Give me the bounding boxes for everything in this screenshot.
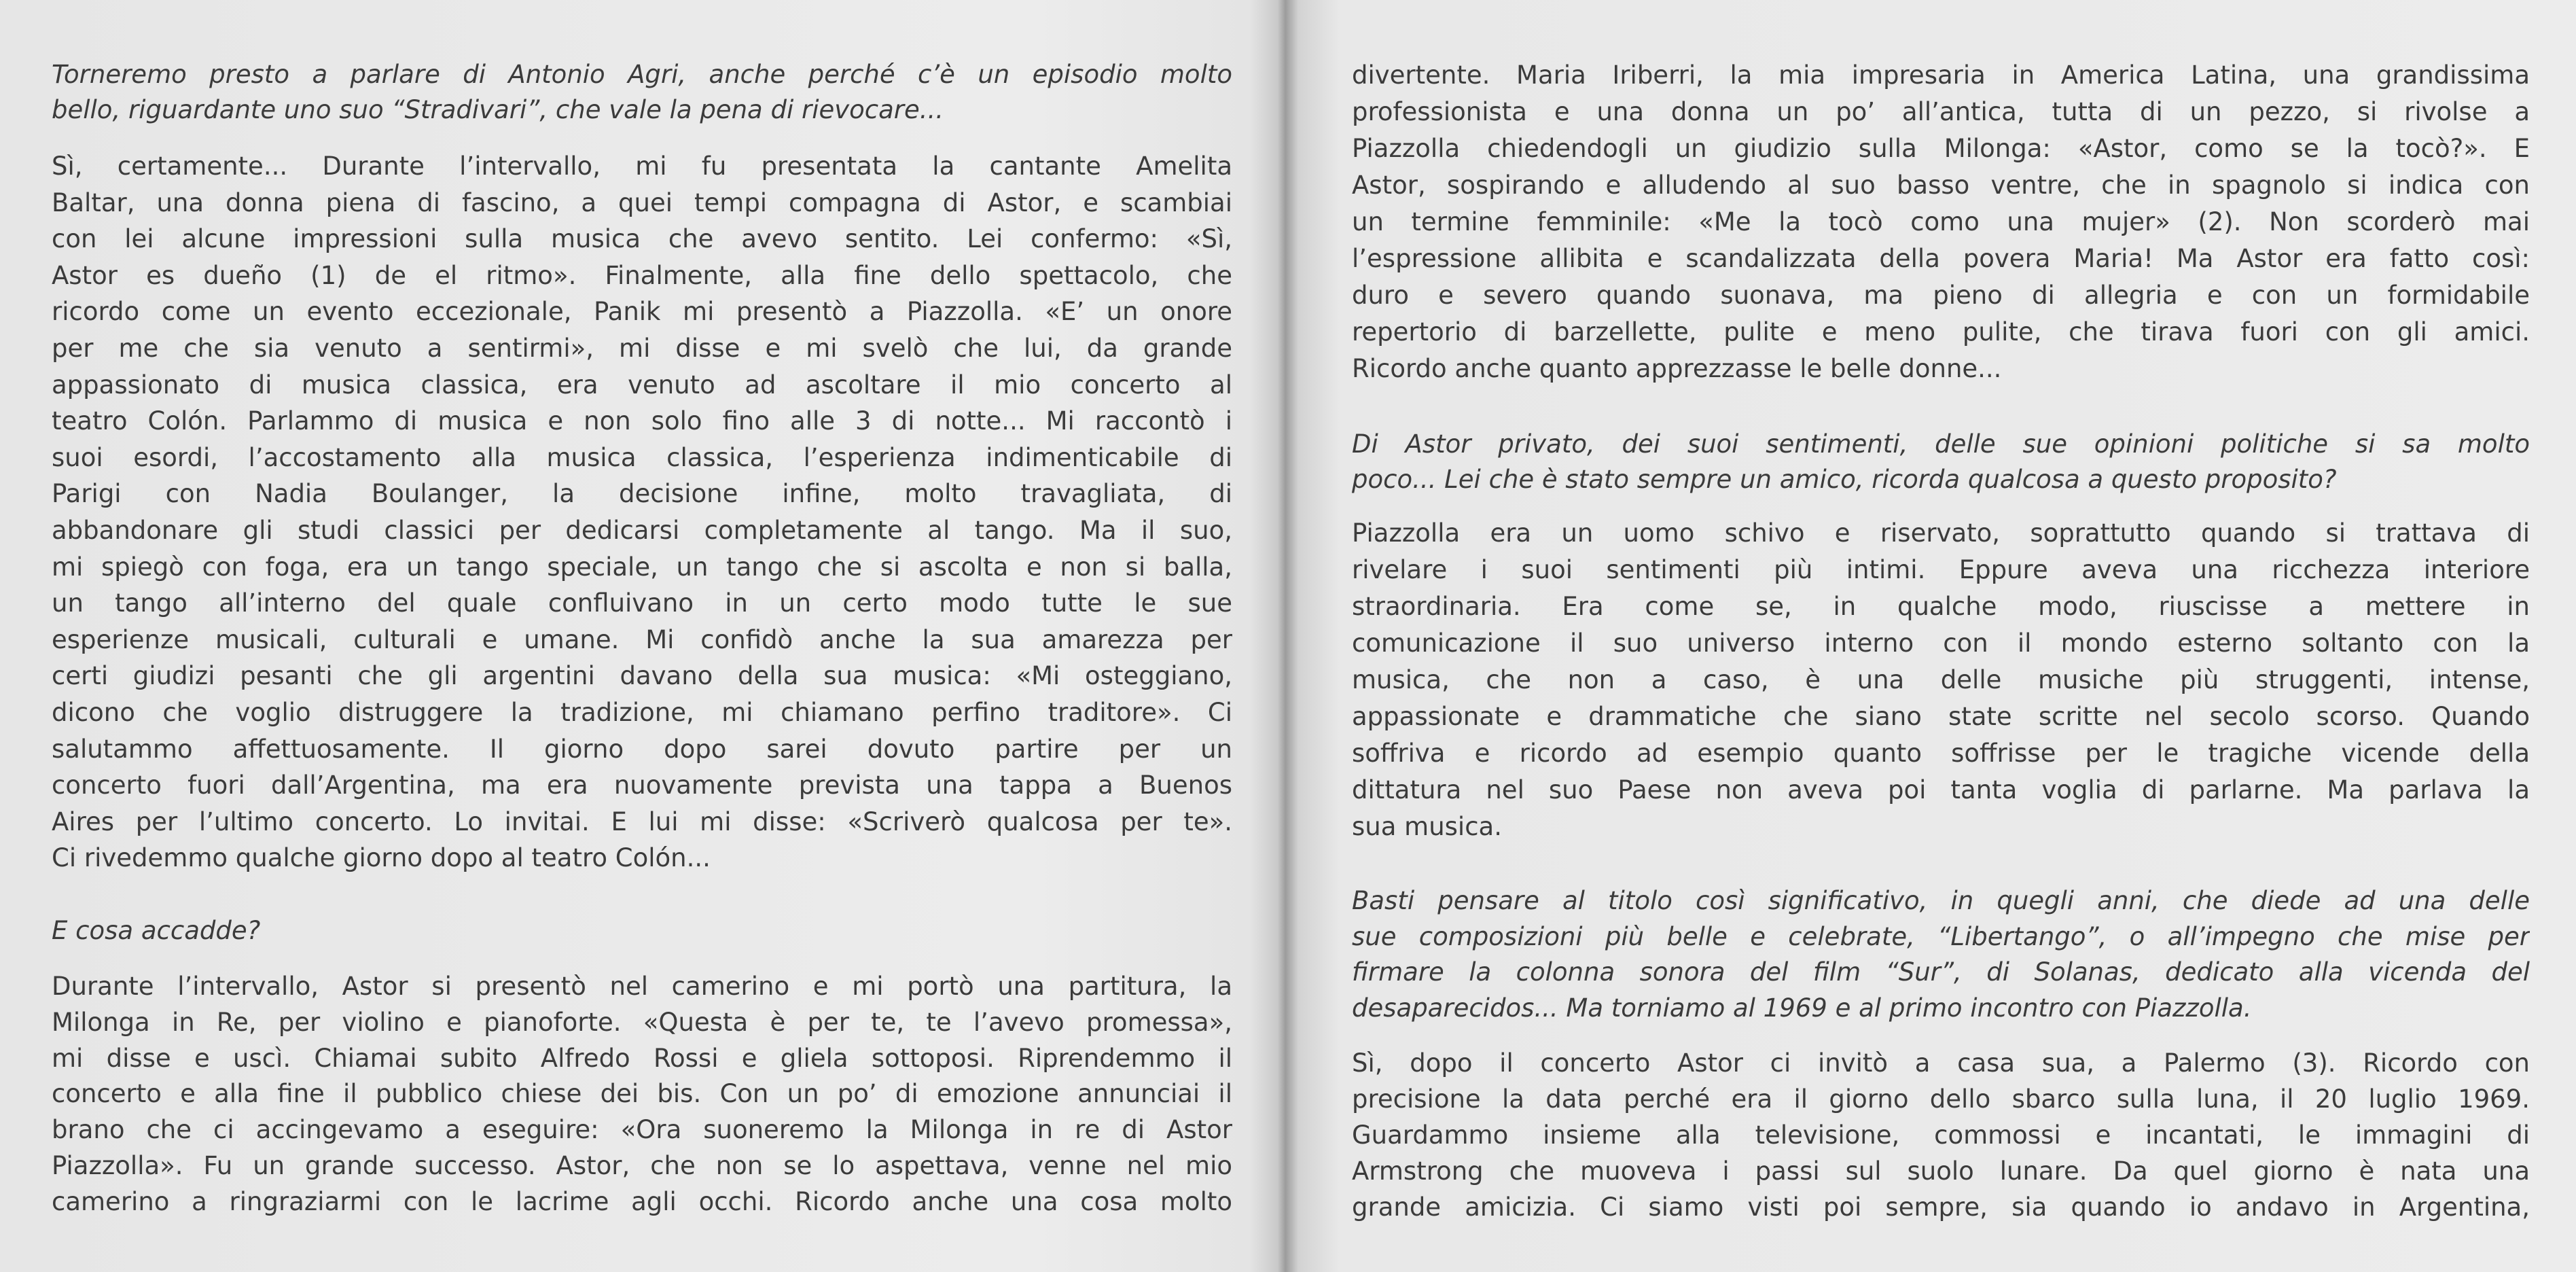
text-line: Piazzolla era un uomo schivo e riservato, soprattutto quando si trattava di <box>1352 518 2530 548</box>
text-line: repertorio di barzellette, pulite e meno pulite, che tirava fuori con gli amici. <box>1352 317 2530 347</box>
interview-question <box>1352 883 2530 1026</box>
interview-answer <box>52 148 1232 877</box>
text-line: dicono che voglio distruggere la tradizione, mi chiamano perfino traditore». Ci <box>52 697 1232 727</box>
text-line: Sì, dopo il concerto Astor ci invitò a casa sua, a Palermo (3). Ricordo con <box>1352 1048 2530 1078</box>
text-line: per me che sia venuto a sentirmi», mi disse e mi svelò che lui, da grande <box>52 333 1232 363</box>
text-line: straordinaria. Era come se, in qualche modo, riuscisse a mettere in <box>1352 592 2530 621</box>
text-line: appassionato di musica classica, era venuto ad ascoltare il mio concerto al <box>52 370 1232 400</box>
text-line: brano che ci accingevamo a eseguire: «Ora suoneremo la Milonga in re di Astor <box>52 1115 1232 1145</box>
text-line: appassionate e drammatiche che siano state scritte nel secolo scorso. Quando <box>1352 702 2530 731</box>
text-line: suoi esordi, l’accostamento alla musica classica, l’esperienza indimenticabile di <box>52 442 1232 472</box>
text-line: sua musica. <box>1352 812 1502 841</box>
text-line: Di Astor privato, dei suoi sentimenti, delle sue opinioni politiche si sa molto <box>1352 429 2530 459</box>
text-line: Baltar, una donna piena di fascino, a quei tempi compagna di Astor, e scambiai <box>52 188 1232 217</box>
text-line: Aires per l’ultimo concerto. Lo invitai. E lui mi disse: «Scriverò qualcosa per te». <box>52 807 1232 836</box>
text-line: camerino a ringraziarmi con le lacrime agli occhi. Ricordo anche una cosa molto <box>52 1186 1232 1216</box>
text-line: dittatura nel suo Paese non aveva poi tanta voglia di parlarne. Ma parlava la <box>1352 775 2530 805</box>
text-line: Milonga in Re, per violino e pianoforte. «Questa è per te, te l’avevo promessa», <box>52 1007 1232 1037</box>
interview-answer <box>52 969 1232 1220</box>
text-line: Ci rivedemmo qualche giorno dopo al teatro Colón... <box>52 843 711 873</box>
text-line: concerto e alla fine il pubblico chiese dei bis. Con un po’ di emozione annunciai il <box>52 1079 1232 1109</box>
text-line: un termine femminile: «Me la tocò como una mujer» (2). Non scorderò mai <box>1352 207 2530 236</box>
interview-answer <box>1352 1045 2530 1225</box>
text-line: salutammo affettuosamente. Il giorno dopo sarei dovuto partire per un <box>52 734 1232 764</box>
text-line: Piazzolla». Fu un grande successo. Astor, che non se lo aspettava, venne nel mio <box>52 1150 1232 1180</box>
interview-question <box>1352 427 2530 497</box>
text-line: Durante l’intervallo, Astor si presentò nel camerino e mi portò una partitura, la <box>52 972 1232 1001</box>
text-line: Astor, sospirando e alludendo al suo basso ventre, che in spagnolo si indica con <box>1352 171 2530 200</box>
text-line: concerto fuori dall’Argentina, ma era nuovamente prevista una tappa a Buenos <box>52 771 1232 800</box>
text-line: precisione la data perché era il giorno dello sbarco sulla luna, il 20 luglio 1969. <box>1352 1084 2530 1114</box>
text-line: con lei alcune impressioni sulla musica che avevo sentito. Lei confermo: «Sì, <box>52 224 1232 254</box>
text-line: grande amicizia. Ci siamo visti poi sempre, sia quando io andavo in Argentina, <box>1352 1192 2530 1222</box>
interview-question <box>52 57 1232 128</box>
text-line: rivelare i suoi sentimenti più intimi. Eppure aveva una ricchezza interiore <box>1352 555 2530 584</box>
interview-answer <box>1352 57 2530 387</box>
text-line: certi giudizi pesanti che gli argentini davano della sua musica: «Mi osteggiano, <box>52 661 1232 691</box>
interview-answer <box>1352 515 2530 845</box>
text-line: bello, riguardante uno suo “Stradivari”, che vale la pena di rievocare... <box>52 95 944 124</box>
text-line: teatro Colón. Parlammo di musica e non solo fino alle 3 di notte... Mi raccontò i <box>52 406 1232 436</box>
left-page <box>52 0 1232 1272</box>
text-line: ricordo come un evento eccezionale, Panik mi presentò a Piazzolla. «E’ un onore <box>52 297 1232 327</box>
text-line: Ricordo anche quanto apprezzasse le belle donne... <box>1352 354 2002 383</box>
text-line: esperienze musicali, culturali e umane. Mi confidò anche la sua amarezza per <box>52 624 1232 654</box>
text-line: duro e severo quando suonava, ma pieno di allegria e con un formidabile <box>1352 281 2530 310</box>
text-line: E cosa accadde? <box>52 916 261 945</box>
text-line: un tango all’interno del quale confluivano in un certo modo tutte le sue <box>52 588 1232 618</box>
text-line: Piazzolla chiedendogli un giudizio sulla Milonga: «Astor, como se la tocò?». E <box>1352 134 2530 163</box>
text-line: comunicazione il suo universo interno con il mondo esterno soltanto con la <box>1352 629 2530 658</box>
text-line: Torneremo presto a parlare di Antonio Agri, anche perché c’è un episodio molto <box>52 60 1232 89</box>
text-line: poco... Lei che è stato sempre un amico, ricorda qualcosa a questo proposito? <box>1352 465 2337 494</box>
text-line: desaparecidos... Ma torniamo al 1969 e al primo incontro con Piazzolla. <box>1352 993 2252 1023</box>
text-line: Armstrong che muoveva i passi sul suolo lunare. Da quel giorno è nata una <box>1352 1156 2530 1186</box>
text-line: musica, che non a caso, è una delle musiche più struggenti, intense, <box>1352 665 2530 694</box>
text-line: Basti pensare al titolo così significativo, in quegli anni, che diede ad una delle <box>1352 886 2530 915</box>
text-line: Astor es dueño (1) de el ritmo». Finalmente, alla fine dello spettacolo, che <box>52 260 1232 290</box>
right-page <box>1352 0 2530 1272</box>
text-line: sue composizioni più belle e celebrate, “Libertango”, o all’impegno che mise per <box>1352 921 2530 951</box>
text-line: firmare la colonna sonora del film “Sur”, di Solanas, dedicato alla vicenda del <box>1352 957 2530 987</box>
text-line: professionista e una donna un po’ all’antica, tutta di un pezzo, si rivolse a <box>1352 97 2530 126</box>
text-line: Sì, certamente... Durante l’intervallo, mi fu presentata la cantante Amelita <box>52 152 1232 181</box>
text-line: mi spiegò con foga, era un tango speciale, un tango che si ascolta e non si balla, <box>52 552 1232 582</box>
text-line: Parigi con Nadia Boulanger, la decisione infine, molto travagliata, di <box>52 479 1232 509</box>
text-line: abbandonare gli studi classici per dedicarsi completamente al tango. Ma il suo, <box>52 515 1232 545</box>
text-line: divertente. Maria Iriberri, la mia impresaria in America Latina, una grandissima <box>1352 60 2530 90</box>
text-line: soffriva e ricordo ad esempio quanto soffrisse per le tragiche vicende della <box>1352 739 2530 768</box>
text-line: l’espressione allibita e scandalizzata della povera Maria! Ma Astor era fatto così: <box>1352 244 2530 273</box>
text-line: Guardammo insieme alla televisione, commossi e incantati, le immagini di <box>1352 1120 2530 1150</box>
text-line: mi disse e uscì. Chiamai subito Alfredo Rossi e gliela sottoposi. Riprendemmo il <box>52 1043 1232 1073</box>
interview-question <box>52 913 1232 949</box>
